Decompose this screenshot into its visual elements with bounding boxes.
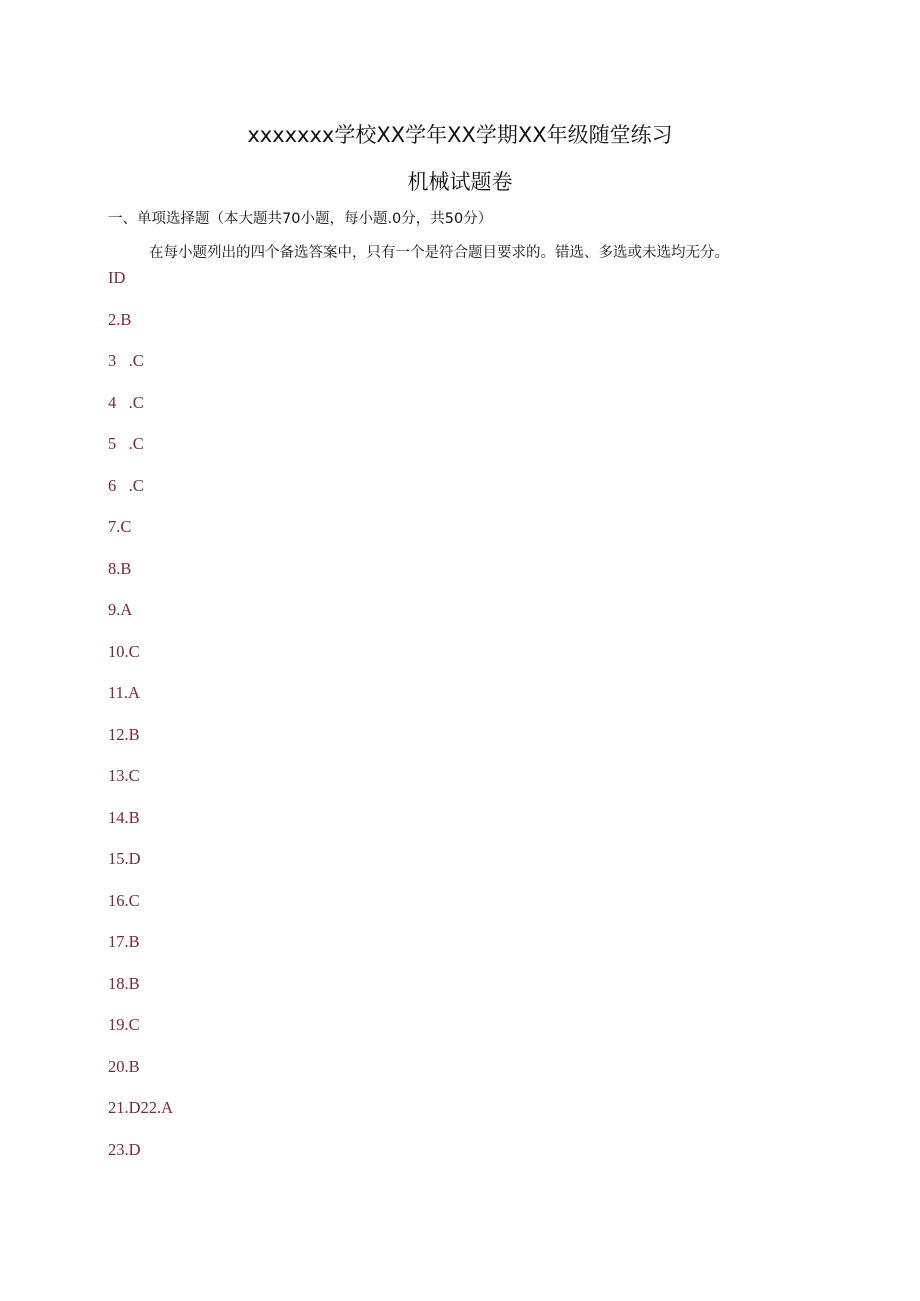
answer-item: 13.C xyxy=(108,766,140,785)
answer-item: 11.A xyxy=(108,683,140,702)
answer-item: 20.B xyxy=(108,1056,140,1076)
answer-item: 2.B xyxy=(108,309,132,329)
answer-item: 19.C xyxy=(108,1015,140,1034)
answer-item: 6 .C xyxy=(108,475,144,495)
answer-item: 23.D xyxy=(108,1139,141,1159)
section-instruction: 在每小题列出的四个备选答案中，只有一个是符合题目要求的。错选、多选或未选均无分。 xyxy=(149,245,729,261)
answer-item: 10.C xyxy=(108,641,140,661)
answer-item: 21.D22.A xyxy=(108,1098,174,1117)
answer-item: 17.B xyxy=(108,932,140,951)
answer-list xyxy=(108,266,173,1179)
answer-item: 7.C xyxy=(108,517,132,536)
answer-item: 18.B xyxy=(108,973,140,993)
answer-item: 8.B xyxy=(108,558,132,578)
answer-item: 3 .C xyxy=(108,351,144,370)
answer-item: 4 .C xyxy=(108,392,144,412)
document-title: xxxxxxx学校XX学年XX学期XX年级随堂练习 xyxy=(247,123,673,147)
answer-item: ID xyxy=(108,268,126,287)
answer-item: 15.D xyxy=(108,849,141,868)
answer-item: 12.B xyxy=(108,724,140,744)
document-subtitle: 机械试题卷 xyxy=(407,170,513,194)
answer-item: 9.A xyxy=(108,600,133,619)
section-heading: 一、单项选择题（本大题共70小题，每小题.0分，共50分） xyxy=(108,211,493,227)
answer-item: 5 .C xyxy=(108,434,144,453)
answer-item: 14.B xyxy=(108,807,140,827)
answer-item: 16.C xyxy=(108,890,140,910)
